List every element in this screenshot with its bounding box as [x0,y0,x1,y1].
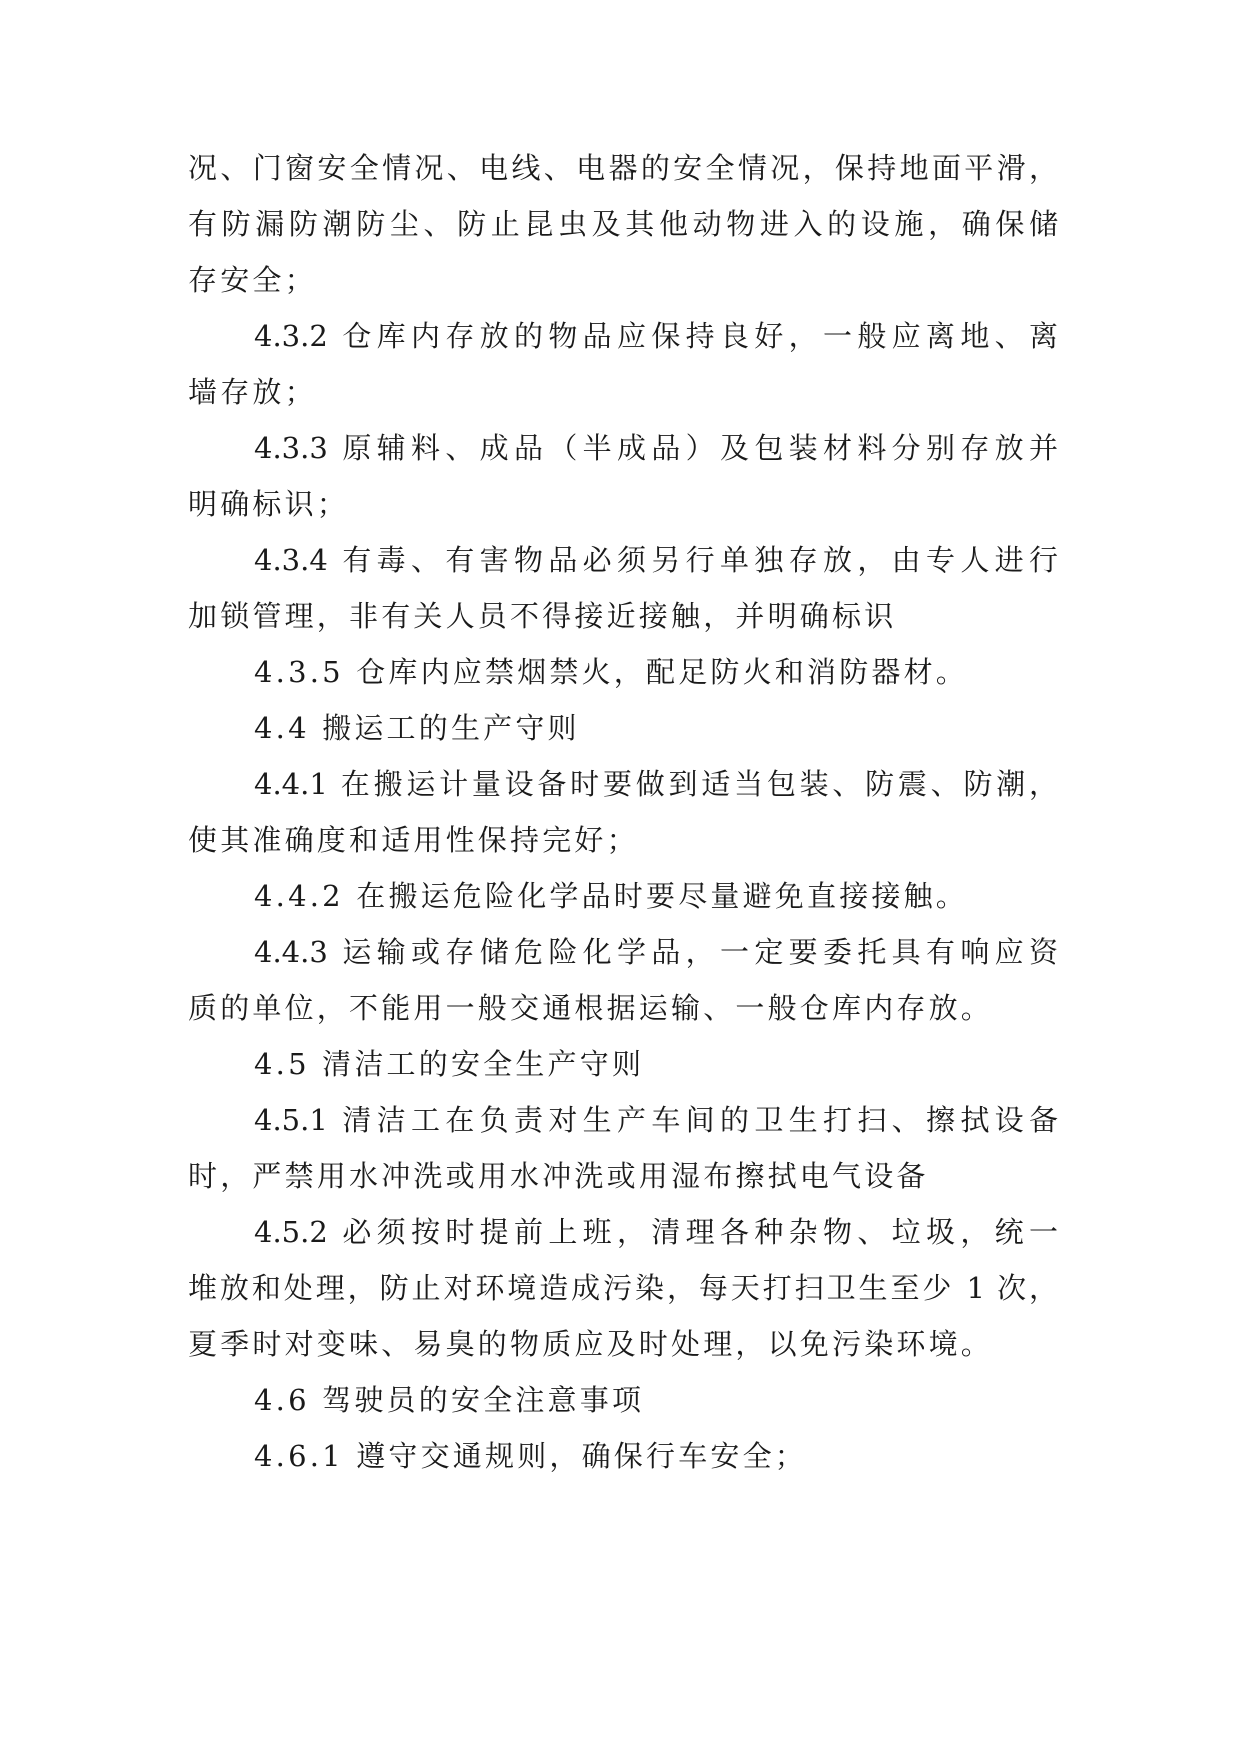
paragraph-line: 况、门窗安全情况、电线、电器的安全情况，保持地面平滑， [188,151,1058,185]
clause-4-4-3: 4.4.3 运输或存储危险化学品，一定要委托具有响应资 [254,935,1058,969]
clause-4-5-1: 4.5.1 清洁工在负责对生产车间的卫生打扫、擦拭设备 [254,1103,1058,1137]
clause-4-3-5: 4.3.5 仓库内应禁烟禁火，配足防火和消防器材。 [254,655,969,689]
section-heading-4-5: 4.5 清洁工的安全生产守则 [254,1047,645,1081]
paragraph-line: 时，严禁用水冲洗或用水冲洗或用湿布擦拭电气设备 [188,1159,929,1193]
clause-4-3-3: 4.3.3 原辅料、成品（半成品）及包装材料分别存放并 [254,431,1058,465]
clause-4-3-4: 4.3.4 有毒、有害物品必须另行单独存放，由专人进行 [254,543,1058,577]
clause-4-4-2: 4.4.2 在搬运危险化学品时要尽量避免直接接触。 [254,879,969,913]
clause-4-6-1: 4.6.1 遵守交通规则，确保行车安全； [254,1439,808,1473]
paragraph-line: 质的单位，不能用一般交通根据运输、一般仓库内存放。 [188,991,994,1025]
paragraph-line: 存安全； [188,263,317,297]
section-heading-4-4: 4.4 搬运工的生产守则 [254,711,580,745]
clause-4-4-1: 4.4.1 在搬运计量设备时要做到适当包装、防震、防潮， [254,767,1058,801]
paragraph-line: 使其准确度和适用性保持完好； [188,823,639,857]
clause-4-3-2: 4.3.2 仓库内存放的物品应保持良好，一般应离地、离 [254,319,1058,353]
paragraph-line: 墙存放； [188,375,317,409]
paragraph-line: 堆放和处理，防止对环境造成污染，每天打扫卫生至少 1 次， [188,1271,1058,1305]
paragraph-line: 加锁管理，非有关人员不得接近接触，并明确标识 [188,599,897,633]
clause-4-5-2: 4.5.2 必须按时提前上班，清理各种杂物、垃圾，统一 [254,1215,1058,1249]
section-heading-4-6: 4.6 驾驶员的安全注意事项 [254,1383,645,1417]
paragraph-line: 明确标识； [188,487,350,521]
paragraph-line: 有防漏防潮防尘、防止昆虫及其他动物进入的设施，确保储 [188,207,1058,241]
paragraph-line: 夏季时对变味、易臭的物质应及时处理，以免污染环境。 [188,1327,994,1361]
